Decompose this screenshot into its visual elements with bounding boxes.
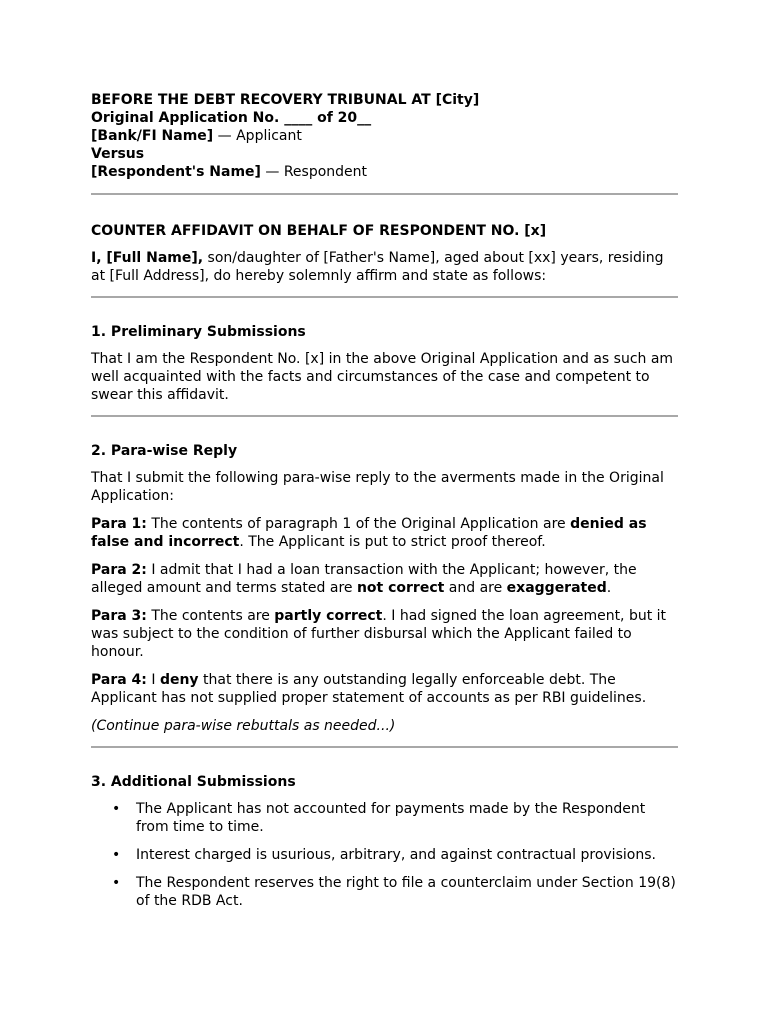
divider xyxy=(91,296,678,298)
para-emphasis: deny xyxy=(159,672,199,688)
para-text: I admit that I had a loan transaction with the Applicant; however, the alleged amount and terms stated are xyxy=(91,562,637,596)
bullet-icon: • xyxy=(112,875,121,891)
section-heading-preliminary: 1. Preliminary Submissions xyxy=(91,324,306,340)
para-label: Para 2: xyxy=(91,562,147,578)
para-text: . xyxy=(606,580,612,596)
divider xyxy=(91,746,678,748)
deponent-name: I, [Full Name], xyxy=(91,250,204,266)
tribunal-line: BEFORE THE DEBT RECOVERY TRIBUNAL AT [City] xyxy=(91,92,480,108)
para-label: Para 1: xyxy=(91,516,147,532)
respondent-name: [Respondent's Name] xyxy=(91,164,261,180)
para-label: Para 3: xyxy=(91,608,147,624)
application-number: Original Application No. ____ of 20__ xyxy=(91,110,372,126)
list-item-text: Interest charged is usurious, arbitrary, and against contractual provisions. xyxy=(136,847,656,863)
bullet-icon: • xyxy=(112,847,121,863)
para-emphasis: not correct xyxy=(356,580,445,596)
divider xyxy=(91,193,678,195)
respondent-role: — Respondent xyxy=(260,164,368,180)
para-2-reply xyxy=(91,561,678,597)
para-text: The contents of paragraph 1 of the Original Application are xyxy=(146,516,571,532)
para-text: and are xyxy=(444,580,507,596)
para-1-reply xyxy=(91,515,678,551)
para-emphasis: denied as false and incorrect xyxy=(91,516,647,550)
section-heading-parawise: 2. Para-wise Reply xyxy=(91,443,238,459)
para-emphasis: partly correct xyxy=(274,608,383,624)
para-label: Para 4: xyxy=(91,672,147,688)
document-title: COUNTER AFFIDAVIT ON BEHALF OF RESPONDENT NO. [x] xyxy=(91,223,547,239)
applicant-name: [Bank/FI Name] xyxy=(91,128,214,144)
applicant-role: — Applicant xyxy=(213,128,302,144)
para-text: I xyxy=(146,672,160,688)
additional-submissions-list xyxy=(91,800,678,910)
list-item xyxy=(91,874,678,910)
para-text: The contents are xyxy=(146,608,275,624)
case-header xyxy=(91,91,678,181)
para-emphasis: exaggerated xyxy=(506,580,607,596)
applicant-line xyxy=(91,127,678,145)
para-text: . I had signed the loan agreement, but it was subject to the condition of further disbursal which the Applicant failed to honour. xyxy=(91,608,667,660)
respondent-line xyxy=(91,163,678,181)
versus-line: Versus xyxy=(91,146,145,162)
intro-paragraph xyxy=(91,249,678,285)
list-item xyxy=(91,846,678,864)
para-text: . The Applicant is put to strict proof thereof. xyxy=(239,534,546,550)
para-text: that there is any outstanding legally enforceable debt. The Applicant has not supplied proper statement of accounts as per RBI guidelines. xyxy=(91,672,647,706)
divider xyxy=(91,415,678,417)
continue-note: (Continue para-wise rebuttals as needed...) xyxy=(91,718,396,734)
para-3-reply xyxy=(91,607,678,661)
preliminary-text: That I am the Respondent No. [x] in the above Original Application and as such am well acquainted with the facts and circumstances of the case and competent to swear this affidavit. xyxy=(91,351,674,403)
list-item-text: The Respondent reserves the right to file a counterclaim under Section 19(8) of the RDB Act. xyxy=(136,875,676,909)
list-item xyxy=(91,800,678,836)
list-item-text: The Applicant has not accounted for payments made by the Respondent from time to time. xyxy=(136,801,646,835)
section-heading-additional: 3. Additional Submissions xyxy=(91,774,296,790)
affidavit-document xyxy=(91,91,678,910)
intro-text: son/daughter of [Father's Name], aged about [xx] years, residing at [Full Address], do hereby solemnly affirm and state as follows: xyxy=(91,250,664,284)
parawise-intro: That I submit the following para-wise reply to the averments made in the Original Application: xyxy=(91,470,664,504)
bullet-icon: • xyxy=(112,801,121,817)
para-4-reply xyxy=(91,671,678,707)
